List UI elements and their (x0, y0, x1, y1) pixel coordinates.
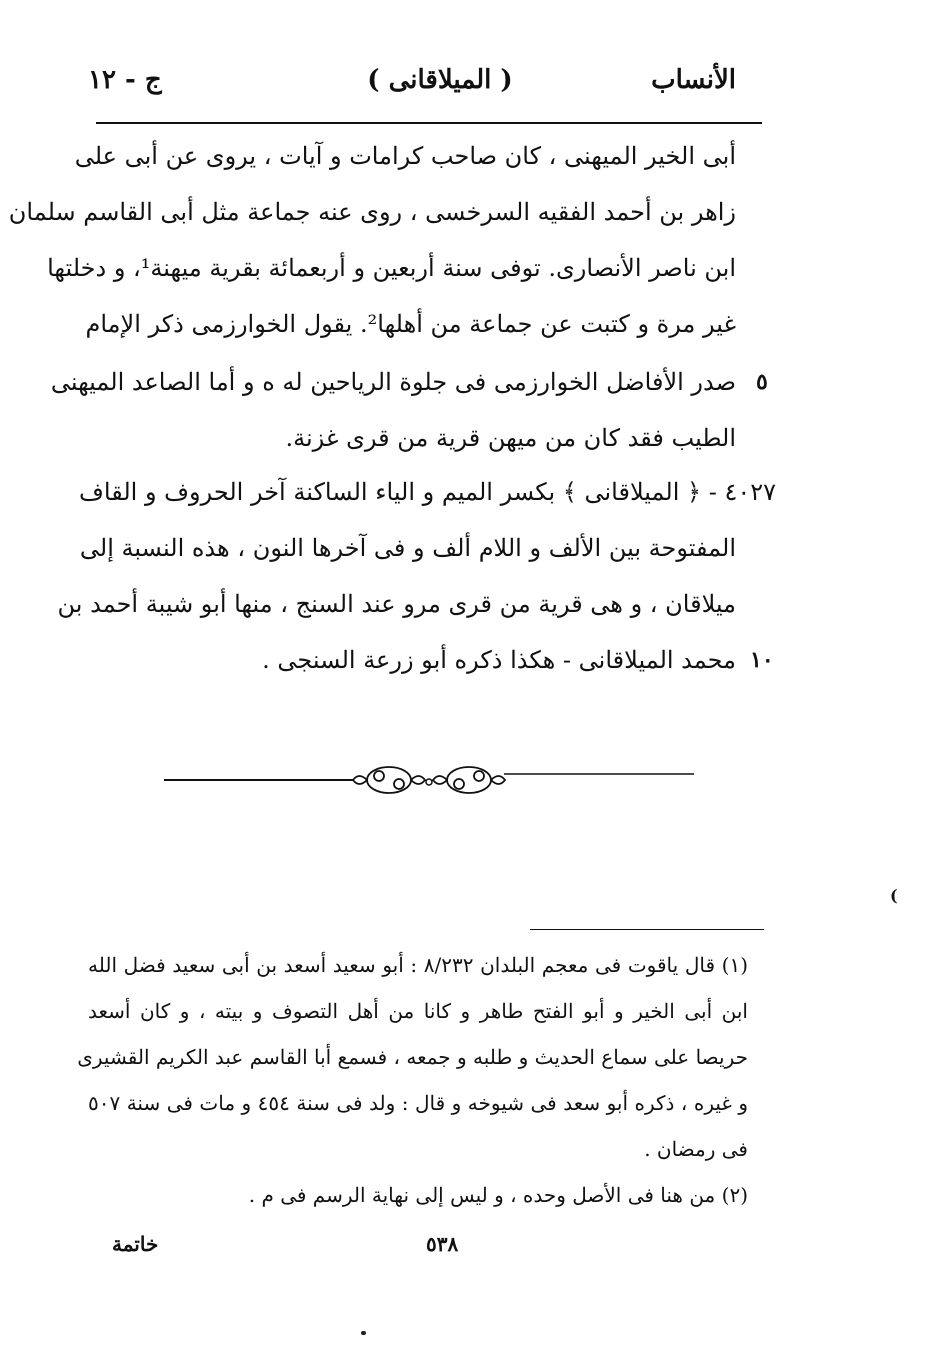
text-line: ابن ناصر الأنصارى. توفى سنة أربعين و أربعمائة بقرية ميهنة¹، و دخلتها (47, 254, 736, 282)
running-head-entry: ( الميلاقانى ) (367, 65, 513, 95)
footnote-line: فى رمضان . (644, 1137, 748, 1161)
footnote-rule (530, 929, 764, 930)
text-line: ميلاقان ، و هى قرية من قرى مرو عند السنج ، منها أبو شيبة أحمد بن (57, 590, 736, 618)
footnote-line: (٢) من هنا فى الأصل وحده ، و ليس إلى نهاية الرسم فى م . (248, 1183, 748, 1207)
section-ornament (164, 760, 694, 800)
text-line: المفتوحة بين الألف و اللام ألف و فى آخرها النون ، هذه النسبة إلى (79, 534, 736, 562)
signature-mark: خاتمة (112, 1232, 159, 1256)
text-line: غير مرة و كتبت عن جماعة من أهلها². يقول الخوارزمى ذكر الإمام (85, 310, 736, 338)
entry-heading-line: ٤٠٢٧ - ﴿ الميلاقانى ﴾ بكسر الميم و الياء الساكنة آخر الحروف و القاف (79, 478, 776, 506)
line-number-5: ٥ (756, 369, 768, 395)
text-line: الطيب فقد كان من ميهن قرية من قرى غزنة. (285, 424, 736, 452)
margin-mark: ( (890, 886, 898, 905)
text-line: محمد الميلاقانى - هكذا ذكره أبو زرعة السنجى . (262, 646, 736, 674)
footnote-line: (١) قال ياقوت فى معجم البلدان ٨/٢٣٢ : أبو سعيد أسعد بن أبى سعيد فضل الله (88, 953, 749, 977)
text-line: زاهر بن أحمد الفقيه السرخسى ، روى عنه جماعة مثل أبى القاسم سلمان (8, 198, 736, 226)
line-number-10: ١٠ (750, 647, 774, 673)
footnote-line: ابن أبى الخير و أبو الفتح طاهر و كانا من أهل التصوف و بيته ، و كان أسعد (88, 999, 748, 1023)
footnote-line: و غيره ، ذكره أبو سعد فى شيوخه و قال : ولد فى سنة ٤٥٤ و مات فى سنة ٥٠٧ (88, 1091, 748, 1115)
text-line: أبى الخير الميهنى ، كان صاحب كرامات و آيات ، يروى عن أبى على (74, 142, 736, 170)
stray-dot (361, 1331, 366, 1335)
running-head-volume: ج - ١٢ (88, 65, 162, 95)
header-rule (96, 122, 762, 124)
footnote-line: حريصا على سماع الحديث و طلبه و جمعه ، فسمع أبا القاسم عبد الكريم القشيرى (77, 1045, 748, 1069)
text-line: صدر الأفاضل الخوارزمى فى جلوة الرياحين له ه و أما الصاعد الميهنى (50, 368, 736, 396)
page-number: ٥٣٨ (426, 1232, 459, 1256)
running-head-title: الأنساب (651, 65, 736, 95)
